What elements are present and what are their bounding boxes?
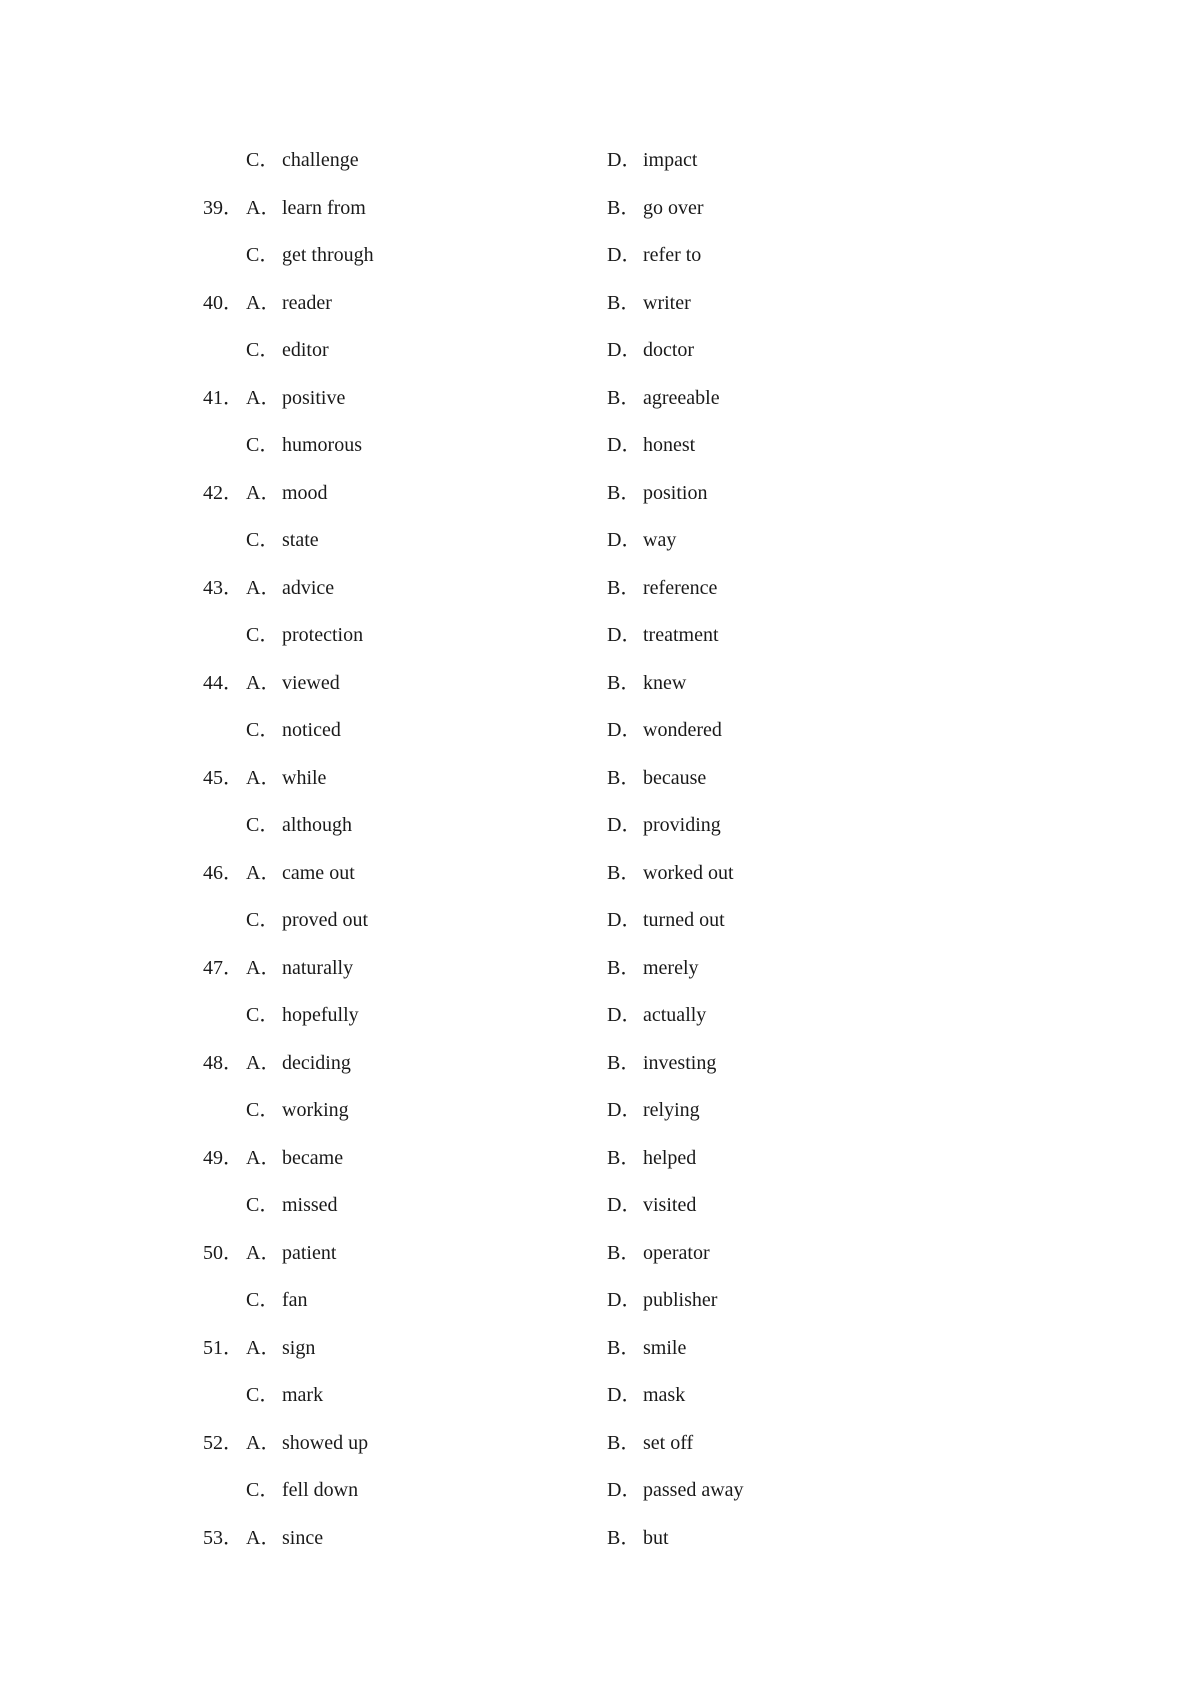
answer-option — [246, 1241, 336, 1265]
question-row — [0, 1288, 1200, 1336]
option-letter: B． — [607, 766, 641, 789]
option-text: fell down — [282, 1479, 359, 1501]
option-letter: C． — [246, 909, 280, 931]
option-letter: A． — [246, 1241, 281, 1264]
answer-option — [246, 433, 362, 457]
option-text: proved out — [282, 909, 369, 931]
option-text: agreeable — [643, 386, 720, 409]
answer-option — [607, 1241, 710, 1265]
option-letter: B． — [607, 956, 641, 979]
option-text: hopefully — [282, 1004, 359, 1026]
option-letter: C． — [246, 149, 280, 171]
question-number: 40． — [203, 291, 243, 314]
answer-option — [607, 386, 720, 410]
question-row — [0, 956, 1200, 1004]
question-row — [0, 908, 1200, 956]
question-row — [0, 861, 1200, 909]
option-text: showed up — [282, 1431, 369, 1454]
answer-option — [246, 1431, 368, 1455]
answer-option — [607, 1431, 693, 1455]
option-text: naturally — [282, 956, 354, 979]
option-letter: A． — [246, 576, 281, 599]
option-text: since — [282, 1526, 324, 1549]
option-text: although — [282, 814, 352, 836]
option-letter: B． — [607, 1431, 641, 1454]
answer-option — [607, 1098, 700, 1122]
answer-option — [607, 291, 691, 315]
question-row — [0, 433, 1200, 481]
option-letter: A． — [246, 386, 281, 409]
question-row — [0, 1193, 1200, 1241]
option-letter: A． — [246, 1526, 281, 1549]
question-row — [0, 576, 1200, 624]
question-row — [0, 813, 1200, 861]
option-letter: D． — [607, 814, 642, 836]
question-number: 47． — [203, 956, 243, 979]
answer-option — [607, 481, 707, 505]
option-text: positive — [282, 386, 346, 409]
question-row — [0, 1478, 1200, 1526]
option-text: investing — [643, 1051, 717, 1074]
option-text: visited — [643, 1194, 697, 1216]
option-letter: A． — [246, 196, 281, 219]
option-letter: B． — [607, 1146, 641, 1169]
answer-option — [607, 1478, 744, 1502]
option-text: because — [643, 766, 707, 789]
answer-option — [246, 576, 334, 600]
answer-option — [607, 243, 701, 267]
answer-option — [607, 433, 695, 457]
answer-option — [246, 813, 352, 837]
question-row — [0, 1336, 1200, 1384]
answer-option — [607, 671, 686, 695]
option-letter: C． — [246, 1099, 280, 1121]
option-text: providing — [643, 814, 721, 836]
option-text: protection — [282, 624, 364, 646]
question-row — [0, 1241, 1200, 1289]
option-text: state — [282, 529, 319, 551]
option-letter: C． — [246, 244, 280, 266]
question-row — [0, 1098, 1200, 1146]
answer-option — [246, 1336, 315, 1360]
answer-option — [246, 481, 328, 505]
option-letter: A． — [246, 1336, 281, 1359]
answer-option — [607, 148, 697, 172]
question-row — [0, 481, 1200, 529]
answer-option — [246, 196, 366, 220]
option-letter: C． — [246, 1289, 280, 1311]
options-list — [0, 148, 1200, 1573]
answer-option — [607, 1051, 716, 1075]
option-letter: B． — [607, 1336, 641, 1359]
answer-option — [607, 813, 721, 837]
option-text: turned out — [643, 909, 725, 931]
option-letter: A． — [246, 671, 281, 694]
option-text: worked out — [643, 861, 734, 884]
option-letter: A． — [246, 1051, 281, 1074]
answer-option — [607, 766, 706, 790]
option-letter: A． — [246, 956, 281, 979]
option-text: impact — [643, 149, 698, 171]
option-letter: B． — [607, 671, 641, 694]
answer-option — [246, 386, 345, 410]
option-letter: A． — [246, 1431, 281, 1454]
answer-option — [246, 1478, 358, 1502]
option-text: while — [282, 766, 327, 789]
answer-option — [607, 576, 717, 600]
option-letter: C． — [246, 719, 280, 741]
question-number: 41． — [203, 386, 243, 409]
option-text: writer — [643, 291, 691, 314]
question-row — [0, 386, 1200, 434]
option-text: mood — [282, 481, 328, 504]
question-number: 51． — [203, 1336, 243, 1359]
question-row — [0, 196, 1200, 244]
option-text: learn from — [282, 196, 366, 219]
option-text: humorous — [282, 434, 362, 456]
answer-option — [246, 148, 359, 172]
answer-option — [246, 338, 329, 362]
option-letter: A． — [246, 1146, 281, 1169]
option-letter: A． — [246, 291, 281, 314]
option-letter: D． — [607, 624, 642, 646]
answer-option — [246, 908, 368, 932]
question-number: 43． — [203, 576, 243, 599]
question-row — [0, 148, 1200, 196]
question-row — [0, 1431, 1200, 1479]
option-text: set off — [643, 1431, 694, 1454]
question-row — [0, 243, 1200, 291]
option-letter: C． — [246, 434, 280, 456]
question-row — [0, 291, 1200, 339]
option-text: relying — [643, 1099, 700, 1121]
option-letter: D． — [607, 244, 642, 266]
answer-option — [246, 1146, 343, 1170]
answer-option — [607, 1193, 696, 1217]
question-row — [0, 766, 1200, 814]
option-letter: D． — [607, 529, 642, 551]
option-text: wondered — [643, 719, 722, 741]
option-letter: C． — [246, 1194, 280, 1216]
question-row — [0, 1146, 1200, 1194]
answer-option — [246, 956, 353, 980]
question-row — [0, 1383, 1200, 1431]
option-text: noticed — [282, 719, 341, 741]
option-text: doctor — [643, 339, 695, 361]
option-text: reference — [643, 576, 718, 599]
option-letter: D． — [607, 1289, 642, 1311]
option-letter: C． — [246, 529, 280, 551]
answer-option — [246, 243, 374, 267]
option-text: actually — [643, 1004, 707, 1026]
option-text: go over — [643, 196, 704, 219]
option-letter: D． — [607, 149, 642, 171]
option-text: passed away — [643, 1479, 744, 1501]
answer-option — [246, 1098, 349, 1122]
answer-option — [246, 718, 341, 742]
option-letter: B． — [607, 1241, 641, 1264]
option-letter: C． — [246, 1004, 280, 1026]
answer-option — [246, 766, 326, 790]
option-text: get through — [282, 244, 374, 266]
question-number: 52． — [203, 1431, 243, 1454]
option-letter: C． — [246, 1479, 280, 1501]
option-letter: B． — [607, 861, 641, 884]
question-row — [0, 1051, 1200, 1099]
option-text: mark — [282, 1384, 324, 1406]
option-letter: B． — [607, 386, 641, 409]
option-letter: D． — [607, 1004, 642, 1026]
answer-option — [607, 1146, 696, 1170]
question-number: 45． — [203, 766, 243, 789]
answer-option — [607, 956, 699, 980]
option-text: operator — [643, 1241, 710, 1264]
option-letter: B． — [607, 1526, 641, 1549]
answer-option — [246, 861, 355, 885]
answer-option — [246, 528, 319, 552]
answer-option — [607, 196, 704, 220]
answer-option — [607, 623, 719, 647]
option-letter: A． — [246, 766, 281, 789]
option-text: working — [282, 1099, 349, 1121]
option-letter: D． — [607, 1194, 642, 1216]
question-number: 46． — [203, 861, 243, 884]
option-text: sign — [282, 1336, 316, 1359]
option-text: editor — [282, 339, 329, 361]
question-row — [0, 623, 1200, 671]
option-letter: A． — [246, 481, 281, 504]
question-row — [0, 671, 1200, 719]
option-text: smile — [643, 1336, 687, 1359]
option-letter: B． — [607, 1051, 641, 1074]
answer-option — [607, 718, 722, 742]
answer-option — [607, 1003, 706, 1027]
answer-option — [246, 1383, 323, 1407]
answer-option — [607, 1526, 669, 1550]
option-text: way — [643, 529, 677, 551]
answer-option — [246, 291, 332, 315]
answer-option — [607, 1383, 685, 1407]
option-letter: D． — [607, 1384, 642, 1406]
option-text: challenge — [282, 149, 359, 171]
option-letter: B． — [607, 481, 641, 504]
question-number: 48． — [203, 1051, 243, 1074]
answer-option — [246, 623, 363, 647]
option-text: but — [643, 1526, 669, 1549]
option-text: became — [282, 1146, 344, 1169]
answer-option — [607, 1336, 686, 1360]
option-text: merely — [643, 956, 699, 979]
answer-option — [246, 671, 340, 695]
question-number: 50． — [203, 1241, 243, 1264]
option-text: missed — [282, 1194, 338, 1216]
option-letter: D． — [607, 1479, 642, 1501]
option-text: honest — [643, 434, 696, 456]
option-text: came out — [282, 861, 355, 884]
question-row — [0, 1003, 1200, 1051]
option-text: mask — [643, 1384, 686, 1406]
option-text: reader — [282, 291, 332, 314]
option-letter: A． — [246, 861, 281, 884]
answer-option — [246, 1193, 338, 1217]
option-text: deciding — [282, 1051, 351, 1074]
option-text: treatment — [643, 624, 719, 646]
question-number: 39． — [203, 196, 243, 219]
option-letter: B． — [607, 291, 641, 314]
option-text: fan — [282, 1289, 308, 1311]
option-text: publisher — [643, 1289, 718, 1311]
question-row — [0, 338, 1200, 386]
question-number: 42． — [203, 481, 243, 504]
option-letter: D． — [607, 719, 642, 741]
answer-option — [246, 1003, 359, 1027]
answer-option — [607, 1288, 717, 1312]
option-letter: C． — [246, 1384, 280, 1406]
answer-option — [607, 528, 676, 552]
question-row — [0, 718, 1200, 766]
option-letter: C． — [246, 624, 280, 646]
answer-option — [607, 861, 734, 885]
option-letter: B． — [607, 196, 641, 219]
option-letter: D． — [607, 1099, 642, 1121]
option-letter: C． — [246, 339, 280, 361]
question-number: 53． — [203, 1526, 243, 1549]
question-row — [0, 1526, 1200, 1574]
question-number: 44． — [203, 671, 243, 694]
option-text: viewed — [282, 671, 340, 694]
answer-option — [246, 1051, 351, 1075]
option-letter: D． — [607, 339, 642, 361]
option-text: patient — [282, 1241, 337, 1264]
option-text: helped — [643, 1146, 697, 1169]
answer-option — [246, 1288, 308, 1312]
question-number: 49． — [203, 1146, 243, 1169]
option-text: knew — [643, 671, 687, 694]
option-letter: C． — [246, 814, 280, 836]
answer-option — [246, 1526, 323, 1550]
option-letter: D． — [607, 434, 642, 456]
option-letter: B． — [607, 576, 641, 599]
answer-option — [607, 338, 694, 362]
option-text: advice — [282, 576, 335, 599]
option-text: position — [643, 481, 708, 504]
question-row — [0, 528, 1200, 576]
option-text: refer to — [643, 244, 702, 266]
option-letter: D． — [607, 909, 642, 931]
answer-option — [607, 908, 725, 932]
